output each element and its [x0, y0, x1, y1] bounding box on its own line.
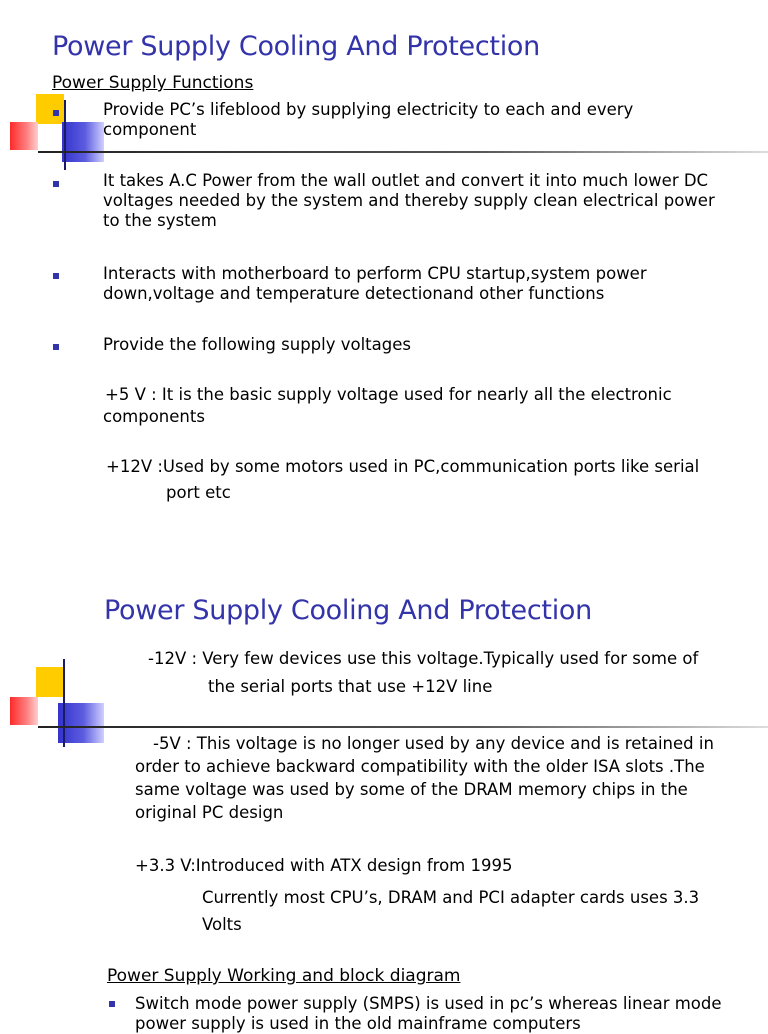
- bullet-marker: [53, 344, 59, 350]
- slide1-subtitle: Power Supply Functions: [52, 73, 254, 93]
- v5-line-2: components: [103, 407, 205, 426]
- decorative-corner-graphic-2: [10, 667, 120, 757]
- slide1-title: Power Supply Cooling And Protection: [52, 31, 540, 62]
- slide1-bullet-4: Provide the following supply voltages: [103, 335, 411, 354]
- m12-line-1: -12V : Very few devices use this voltage.Typically used for some of: [148, 649, 699, 668]
- v12-line-1: +12V :Used by some motors used in PC,communication ports like serial: [106, 457, 700, 476]
- slide2-bullet-1: Switch mode power supply (SMPS) is used in pc’s whereas linear mode power supply is used in the old mainframe computers: [135, 994, 722, 1033]
- slide2-subtitle: Power Supply Working and block diagram: [107, 966, 461, 986]
- bullet-marker: [109, 1001, 115, 1007]
- v33-line-2: Currently most CPU’s, DRAM and PCI adapter cards uses 3.3 Volts: [202, 888, 700, 934]
- bullet-marker: [53, 273, 59, 279]
- v33-line-1: +3.3 V:Introduced with ATX design from 1995: [135, 856, 513, 875]
- bullet-marker: [53, 110, 59, 116]
- m5-paragraph: -5V : This voltage is no longer used by any device and is retained in order to achieve backward compatibility with the older ISA slots .The same voltage was used by some of the DRAM memory chips in the original PC design: [135, 734, 714, 822]
- slide1-bullet-1: Provide PC’s lifeblood by supplying electricity to each and every component: [103, 100, 634, 139]
- v12-line-2: port etc: [166, 483, 231, 502]
- bullet-marker: [53, 181, 59, 187]
- v5-line-1: +5 V : It is the basic supply voltage used for nearly all the electronic: [105, 385, 672, 404]
- slide1-bullet-3: Interacts with motherboard to perform CPU startup,system power down,voltage and temperature detectionand other functions: [103, 264, 647, 303]
- slide2-title: Power Supply Cooling And Protection: [104, 595, 592, 626]
- m12-line-2: the serial ports that use +12V line: [208, 677, 493, 696]
- slide1-bullet-2: It takes A.C Power from the wall outlet and convert it into much lower DC voltages needed by the system and thereby supply clean electrical power to the system: [103, 171, 715, 230]
